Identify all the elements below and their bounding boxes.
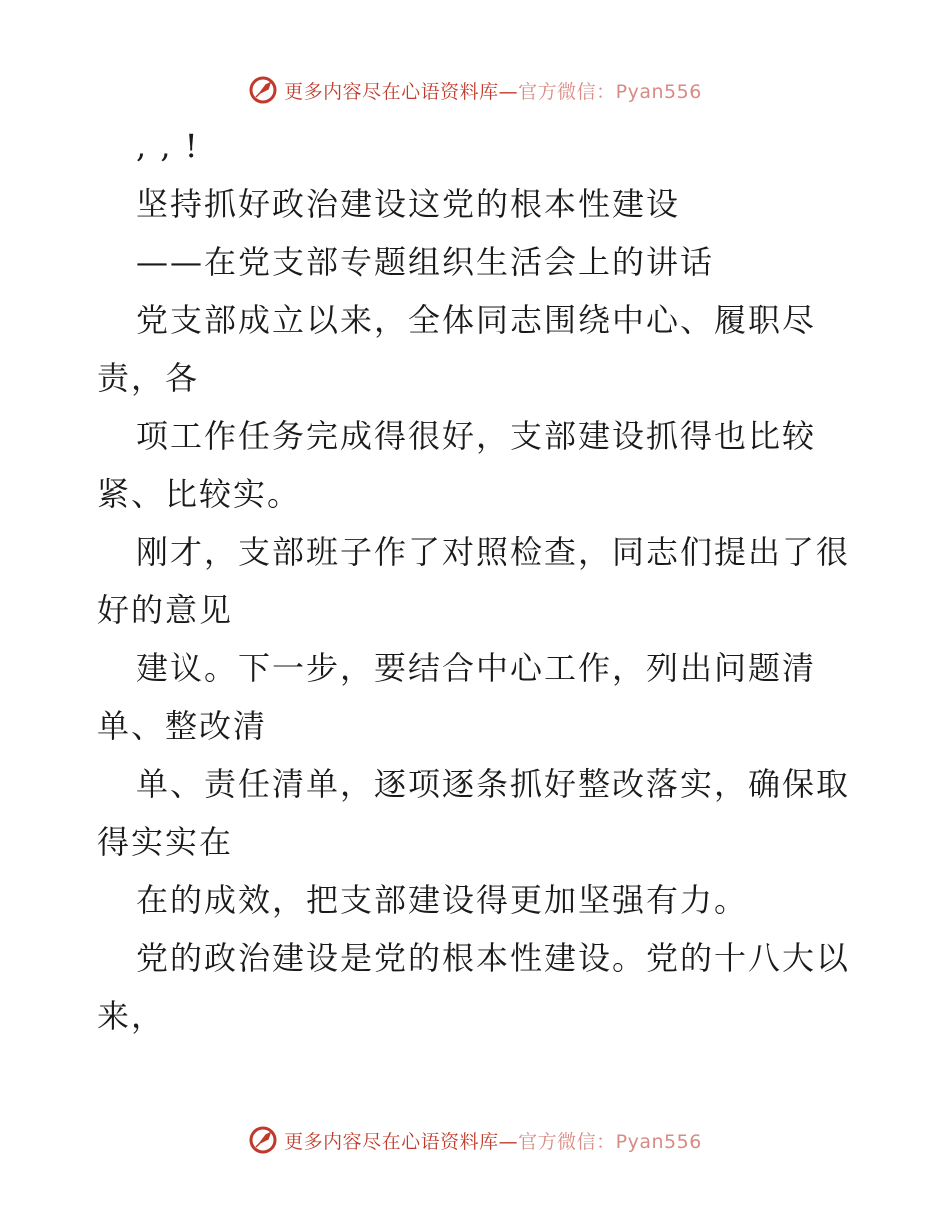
feather-circle-icon [248,75,278,105]
text-line: 党支部成立以来，全体同志围绕中心、履职尽 [136,301,817,339]
text-line: 得实实在 [97,823,234,861]
text-line: 紧、比较实。 [97,475,302,513]
feather-circle-icon [248,1125,278,1155]
text-line: , , ! [136,127,200,165]
text-line: 好的意见 [97,591,234,629]
text-line: 来， [97,997,166,1035]
text-line: 刚才，支部班子作了对照检查，同志们提出了很 [136,533,851,571]
document-title: 坚持抓好政治建设这党的根本性建设 [136,185,681,223]
text-line: 责，各 [97,359,200,397]
document-subtitle: ——在党支部专题组织生活会上的讲话 [136,243,715,281]
footer-watermark-banner [0,1120,950,1160]
watermark-text: 更多内容尽在心语资料库—官方微信：Pyan556 [284,80,702,103]
text-line: 项工作任务完成得很好，支部建设抓得也比较 [136,417,817,455]
text-line: 单、责任清单，逐项逐条抓好整改落实，确保取 [136,765,851,803]
text-line: 单、整改清 [97,707,268,745]
watermark-text: 更多内容尽在心语资料库—官方微信：Pyan556 [284,1130,702,1153]
text-line: 在的成效，把支部建设得更加坚强有力。 [136,881,749,919]
header-watermark-banner [0,70,950,110]
text-line: 党的政治建设是党的根本性建设。党的十八大以 [136,939,851,977]
text-line: 建议。下一步，要结合中心工作，列出问题清 [136,649,817,687]
